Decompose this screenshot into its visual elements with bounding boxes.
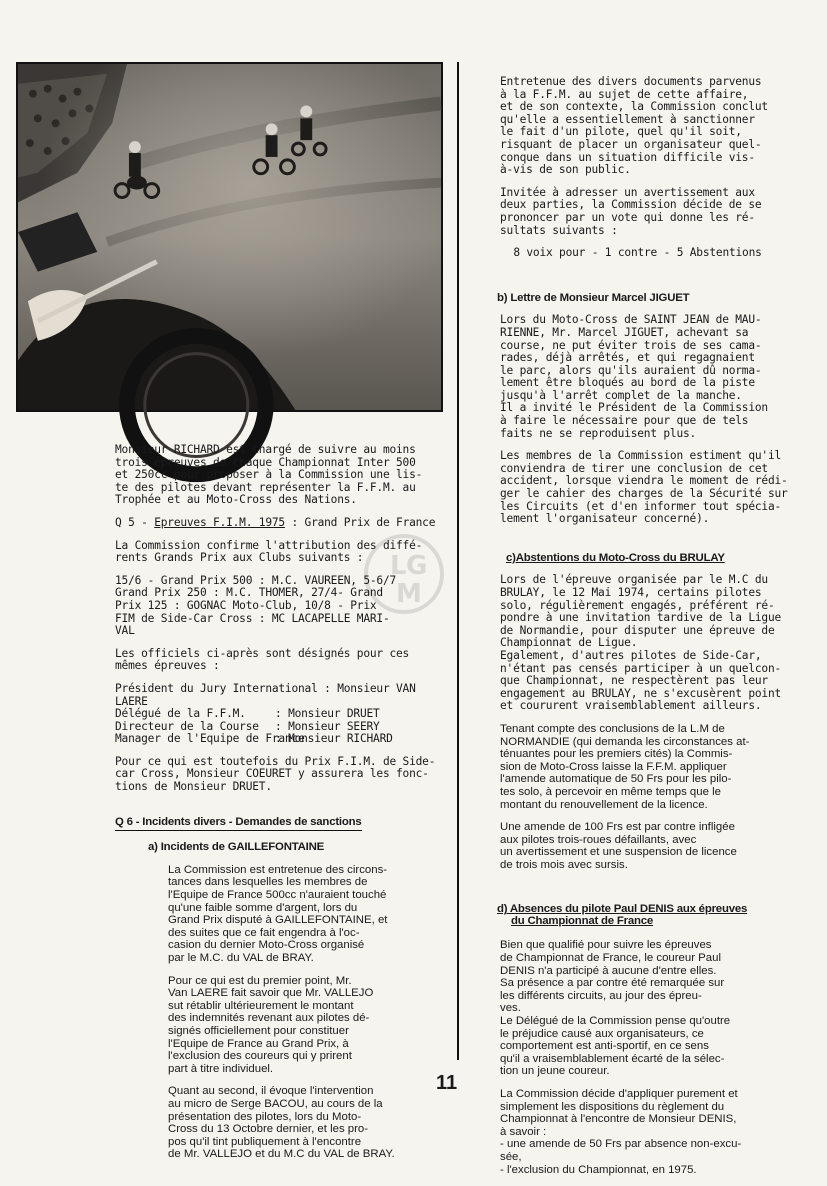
text-line: l'Equipe de France au Grand Prix, à [168, 1037, 349, 1050]
section-c-heading [506, 552, 775, 565]
column-divider [457, 62, 459, 1060]
text-line: Le Délégué de la Commission pense qu'outre [500, 1015, 731, 1028]
text-line: NORMANDIE (qui demanda les circonstances at- [500, 735, 750, 748]
text-line: l'Equipe de France 500cc n'auraient touché [168, 889, 387, 902]
text-line: risquant de placer un organisateur quel- [500, 137, 762, 151]
text-line: conque dans un situation difficile vis- [500, 150, 755, 164]
text-line: qu'elle a essentiellement à sanctionner [500, 112, 755, 126]
text-line: présentation des pilotes, lors du Moto- [168, 1110, 362, 1123]
text-line: ger le cahier des charges de la Sécurité sur [500, 487, 788, 501]
section-d-paragraph-2 [500, 1088, 775, 1176]
text-line: Championnat de Ligue. [500, 636, 638, 650]
text-line: tances dans lesquelles les membres de [168, 876, 368, 889]
text-line: rents Grands Prix aux Clubs suivants : [115, 551, 364, 565]
text-line: de Championnat de France, le coureur Paul [500, 952, 721, 965]
section-a-body [168, 864, 423, 1161]
section-c-heading-text: c)Abstentions du Moto-Cross du BRULAY [506, 551, 725, 564]
text-line: Egalement, d'autres pilotes de Side-Car, [500, 648, 762, 662]
text-line: lement être bloqués au bord de la piste [500, 376, 755, 390]
text-line: La Commission est entretenue des circons- [168, 863, 388, 876]
official-role: Manager de l'Equipe de France [115, 732, 305, 746]
q6-heading-text: Q 6 - Incidents divers - Demandes de sanctions [115, 816, 362, 832]
text-line: Les officiels ci-après sont désignés pour ces [115, 646, 410, 660]
text-line: signés officiellement pour constituer [168, 1024, 349, 1037]
text-line: pondre à une invitation tardive de la Ligue [500, 611, 782, 625]
section-a-paragraph-1 [168, 864, 423, 965]
text-line: trois épreuves de chaque Championnat Inter 500 [115, 455, 416, 469]
text-line: et 250cc pour proposer à la Commission une lis- [115, 468, 423, 482]
text-line: à la F.F.M. au sujet de cette affaire, [500, 87, 749, 101]
official-role: Délégué de la F.F.M. [115, 707, 246, 721]
text-line: de Mr. VALLEJO et du M.C du VAL de BRAY. [168, 1148, 395, 1161]
text-line: mêmes épreuves : [115, 659, 220, 673]
text-line: BRULAY, le 12 Mai 1974, certains pilotes [500, 586, 762, 599]
text-line: VAL [115, 624, 135, 638]
text-line: tions de Monsieur DRUET. [115, 780, 272, 794]
section-d-heading-line-2: du Championnat de France [511, 915, 654, 928]
q5-grand-prix-list [115, 575, 425, 638]
text-line: Une amende de 100 Frs est par contre infligée [500, 821, 735, 834]
text-line: La Commission confirme l'attribution des diffé- [115, 538, 423, 552]
text-line: le parc, alors qu'ils auraient dû norma- [500, 363, 762, 377]
text-line: solo, régulièrement engagés, préférent ré- [500, 598, 775, 612]
text-line: tes solo, à percevoir en même temps que le [500, 785, 721, 798]
text-line: rades, déjà arrêtés, et qui regagnaient [500, 351, 755, 365]
q5-prefix: Q 5 - [115, 515, 155, 529]
text-line: La Commission décide d'appliquer purement et [500, 1088, 738, 1100]
section-c-paragraph-1 [500, 573, 782, 713]
text-line: Trophée et au Moto-Cross des Nations. [115, 493, 357, 507]
section-c-paragraph-3 [500, 821, 775, 871]
text-line: sion de Moto-Cross laisse la F.F.M. appliquer [500, 760, 727, 773]
text-line: jusqu'à l'arrêt complet de la manche. [500, 388, 742, 402]
left-column [115, 443, 436, 1171]
text-line: par le M.C. du VAL de BRAY. [168, 952, 314, 964]
text-line: l'amende automatique de 50 Frs pour les pilo- [500, 773, 732, 786]
text-line: qu'il a vraisemblablement écarté de la sélec- [500, 1052, 725, 1065]
text-line: deux parties, la Commission décide de se [500, 198, 762, 212]
right-column [497, 75, 788, 1186]
text-line: sée, [500, 1150, 522, 1163]
q5-suffix: : Grand Prix de France [284, 515, 436, 529]
section-d-paragraph-1 [500, 939, 775, 1078]
text-line: RIENNE, Mr. Marcel JIGUET, achevant sa [500, 325, 749, 339]
officials-row [115, 733, 425, 746]
text-line: course, ne put éviter trois de ses cama- [500, 338, 762, 352]
text-line: part à titre individuel. [168, 1062, 274, 1075]
svg-text:M: M [396, 579, 422, 609]
text-line: tion un jeune coureur. [500, 1065, 610, 1078]
text-line: lement l'organisateur concerné). [500, 512, 710, 526]
text-line: Bien que qualifié pour suivre les épreuves [500, 939, 712, 952]
text-line: Monsieur RICHARD est chargé de suivre au moins [115, 443, 416, 456]
text-line: aux pilotes trois-roues défaillants, avec [500, 833, 697, 846]
text-line: Il a invité le Président de la Commission [500, 401, 768, 415]
text-line: - l'exclusion du Championnat, en 1975. [500, 1163, 697, 1176]
text-line: Grand Prix 250 : M.C. THOMER, 27/4- Grand [115, 586, 383, 600]
officials-list [115, 683, 425, 746]
text-line: car Cross, Monsieur COEURET y assurera les fonc- [115, 767, 429, 781]
text-line: Lors du Moto-Cross de SAINT JEAN de MAU- [500, 313, 762, 327]
text-line: à savoir : [500, 1125, 547, 1138]
text-line: Tenant compte des conclusions de la L.M de [500, 722, 725, 735]
text-line: pos qu'il tint publiquement à l'encontre [168, 1135, 362, 1148]
text-line: Les membres de la Commission estiment qu'il [500, 449, 782, 463]
officials-intro [115, 648, 425, 673]
q5-confirm-paragraph [115, 540, 425, 565]
q5-title: Epreuves F.I.M. 1975 [154, 515, 285, 529]
text-line: Grand Prix disputé à GAILLEFONTAINE, et [168, 914, 388, 927]
text-line: au micro de Serge BACOU, au cours de la [168, 1097, 383, 1110]
official-name: : Monsieur RICHARD [275, 732, 393, 746]
section-d-heading-line-1: d) Absences du pilote Paul DENIS aux épreuves [497, 903, 748, 916]
sidecar-paragraph [115, 754, 436, 794]
section-b-heading: b) Lettre de Monsieur Marcel JIGUET [497, 291, 690, 304]
top-paragraph-1 [500, 76, 775, 177]
text-line: FIM de Side-Car Cross : MC LACAPELLE MARI- [115, 611, 390, 625]
text-line: faits ne se reproduisent plus. [500, 426, 697, 440]
text-line: DENIS n'a participé à aucune d'entre elles. [500, 964, 717, 977]
text-line: Prix 125 : GOGNAC Moto-Club, 10/8 - Prix [115, 598, 377, 612]
vote-result: 8 voix pour - 1 contre - 5 Abstentions [513, 246, 762, 260]
section-a-paragraph-2 [168, 975, 423, 1076]
text-line: que Championnat, ne respectèrent pas leur [500, 674, 768, 688]
officials-row [115, 708, 425, 721]
text-line: des suites que ce fait engendra à l'oc- [168, 926, 360, 939]
q5-heading [115, 515, 436, 530]
text-line: Pour ce qui est du premier point, Mr. [168, 974, 352, 987]
text-line: et coururent vraisemblablement ailleurs. [500, 699, 762, 713]
text-line: accident, lorsque viendra le moment de rédi- [500, 474, 788, 488]
text-line: Sa présence a par contre été remarquée sur [500, 977, 725, 990]
text-line: et de son contexte, la Commission conclut [500, 100, 768, 114]
page-number: 11 [436, 1072, 458, 1094]
official-name: : Monsieur DRUET [275, 707, 380, 721]
q6-heading [115, 816, 425, 832]
text-line: ves. [500, 1002, 521, 1015]
text-line: sultats suivants : [500, 223, 618, 237]
text-line: les Circuits (et d'en informer tout spécia- [500, 499, 782, 513]
intro-paragraph [115, 444, 425, 507]
text-line: Championnat à l'encontre de Monsieur DENIS, [500, 1113, 737, 1126]
text-line: Van LAERE fait savoir que Mr. VALLEJO [168, 987, 374, 1000]
text-line: casion du dernier Moto-Cross organisé [168, 939, 365, 952]
text-line: des indemnités revenant aux pilotes dé- [168, 1012, 370, 1025]
text-line: montant du renouvellement de la licence. [500, 798, 708, 811]
photo-illustration [18, 64, 441, 410]
text-line: Quant au second, il évoque l'intervention [168, 1085, 374, 1098]
section-a-heading: a) Incidents de GAILLEFONTAINE [148, 841, 325, 854]
text-line: à-vis de son public. [500, 163, 631, 177]
motocross-photo [16, 62, 443, 412]
text-line: Cross du 13 Octobre dernier, et les pro- [168, 1123, 369, 1136]
section-c-paragraph-2 [500, 723, 775, 811]
svg-text:L: L [390, 551, 407, 581]
text-line: le préjudice causé aux organisateurs, ce [500, 1027, 704, 1040]
text-line: qu'une faible somme d'argent, lors du [168, 901, 358, 914]
text-line: te des pilotes devant représenter la F.F.M. au [115, 480, 416, 494]
officials-president: Président du Jury International : Monsieur VAN [115, 681, 416, 695]
officials-president-name: LAERE [115, 694, 148, 708]
svg-text:G: G [406, 551, 428, 581]
text-line: un avertissement et une suspension de licence [500, 846, 737, 859]
text-line: prononcer par un vote qui donne les ré- [500, 210, 755, 224]
text-line: simplement les dispositions du règlement du [500, 1100, 725, 1113]
section-b-paragraph-1 [500, 314, 775, 440]
text-line: - une amende de 50 Frs par absence non-excu- [500, 1138, 742, 1151]
text-line: comportement est anti-sportif, en ce sens [500, 1040, 709, 1053]
text-line: conviendra de tirer une conclusion de cet [500, 461, 768, 475]
section-b-paragraph-2 [500, 449, 788, 526]
text-line: Invitée à adresser un avertissement aux [500, 185, 755, 199]
text-line: à faire le nécessaire pour que de tels [500, 414, 749, 428]
text-line: 15/6 - Grand Prix 500 : M.C. VAUREEN, 5-6/7 [115, 573, 397, 587]
text-line: n'étant pas censés participer à un quelcon- [500, 661, 782, 675]
text-line: Entretenue des divers documents parvenus [500, 75, 762, 88]
text-line: Lors de l'épreuve organisée par le M.C du [500, 573, 768, 587]
text-line: ténuantes pour les premiers cités) la Commis- [500, 748, 733, 761]
text-line: de trois mois avec sursis. [500, 858, 628, 871]
text-line: sut rétablir ultérieurement le montant [168, 999, 354, 1012]
top-paragraph-2 [500, 187, 775, 237]
text-line: de Normandie, pour disputer une épreuve de [500, 623, 775, 637]
official-role: Directeur de la Course [115, 719, 259, 733]
text-line: engagement au BRULAY, ne s'excusèrent point [500, 686, 782, 700]
section-a-paragraph-3 [168, 1085, 423, 1161]
text-line: Pour ce qui est toutefois du Prix F.I.M. de Side- [115, 754, 436, 768]
text-line: l'exclusion des coureurs qui y prirent [168, 1050, 352, 1063]
official-name: : Monsieur SEERY [275, 719, 380, 733]
text-line: le fait d'un pilote, quel qu'il soit, [500, 125, 742, 139]
text-line: les différents circuits, au jour des épreu- [500, 989, 702, 1002]
section-d-heading [497, 903, 775, 927]
